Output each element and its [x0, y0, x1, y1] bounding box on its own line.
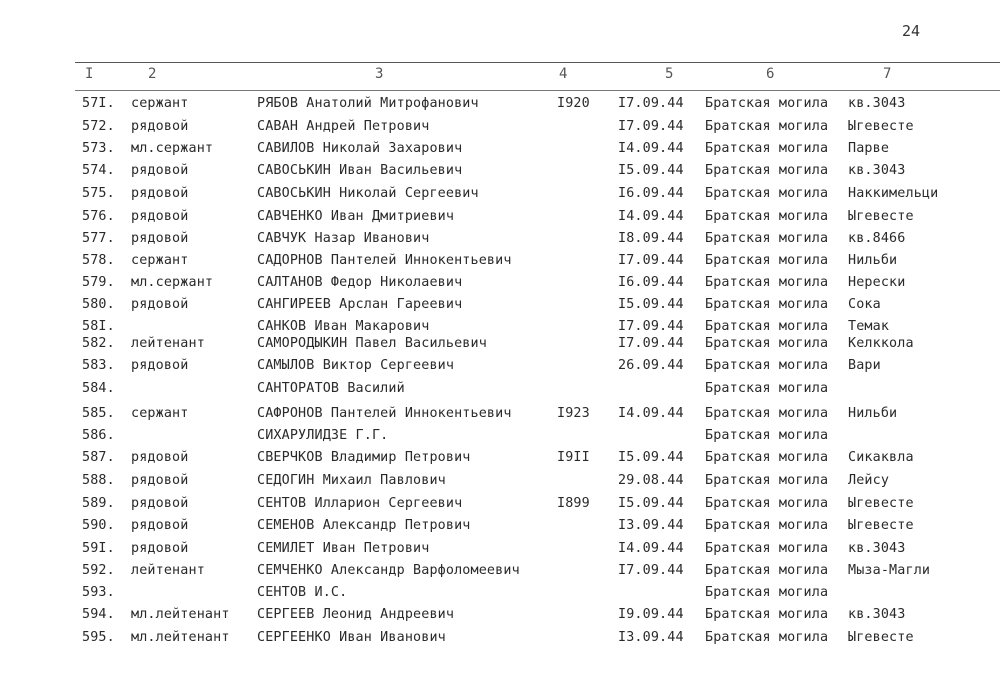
- row-number: 580.: [82, 297, 115, 312]
- row-number: 588.: [82, 473, 115, 488]
- row-burial-place: кв.3043: [848, 163, 906, 178]
- row-death-date: 26.09.44: [618, 358, 684, 373]
- table-row: [0, 297, 1000, 319]
- table-row: [0, 275, 1000, 297]
- column-header-3: 3: [375, 66, 384, 82]
- row-burial-type: Братская могила: [705, 406, 829, 421]
- row-name: СЕРГЕЕНКО Иван Иванович: [257, 630, 446, 645]
- row-death-date: I5.09.44: [618, 496, 684, 511]
- row-name: САНКОВ Иван Макарович: [257, 319, 430, 334]
- row-burial-place: Ыгевесте: [848, 496, 914, 511]
- row-burial-type: Братская могила: [705, 563, 829, 578]
- row-burial-type: Братская могила: [705, 141, 829, 156]
- row-death-date: I7.09.44: [618, 563, 684, 578]
- row-death-date: I7.09.44: [618, 119, 684, 134]
- row-death-date: I8.09.44: [618, 231, 684, 246]
- row-rank: рядовой: [131, 541, 189, 556]
- row-burial-type: Братская могила: [705, 119, 829, 134]
- row-burial-type: Братская могила: [705, 518, 829, 533]
- row-burial-type: Братская могила: [705, 297, 829, 312]
- row-burial-place: Нильби: [848, 406, 898, 421]
- row-rank: рядовой: [131, 186, 189, 201]
- row-burial-place: Сикаквла: [848, 450, 914, 465]
- row-name: САНГИРЕЕВ Арслан Гареевич: [257, 297, 463, 312]
- row-burial-type: Братская могила: [705, 585, 829, 600]
- row-burial-place: Ыгевесте: [848, 209, 914, 224]
- row-burial-place: Темак: [848, 319, 890, 334]
- row-burial-type: Братская могила: [705, 630, 829, 645]
- row-name: САФРОНОВ Пантелей Иннокентьевич: [257, 406, 512, 421]
- row-death-date: I7.09.44: [618, 96, 684, 111]
- row-death-date: I7.09.44: [618, 336, 684, 351]
- row-burial-place: Лейсу: [848, 473, 890, 488]
- row-burial-type: Братская могила: [705, 231, 829, 246]
- row-number: 59I.: [82, 541, 115, 556]
- row-rank: сержант: [131, 96, 189, 111]
- table-row: [0, 253, 1000, 275]
- row-name: СВЕРЧКОВ Владимир Петрович: [257, 450, 471, 465]
- row-name: САВОСЬКИН Николай Сергеевич: [257, 186, 479, 201]
- row-birth-year: I920: [557, 96, 590, 111]
- row-death-date: I6.09.44: [618, 275, 684, 290]
- row-burial-place: кв.3043: [848, 541, 906, 556]
- row-rank: рядовой: [131, 119, 189, 134]
- column-header-row: [0, 66, 1000, 88]
- row-death-date: I3.09.44: [618, 518, 684, 533]
- row-rank: мл.лейтенант: [131, 630, 230, 645]
- row-burial-place: Парве: [848, 141, 890, 156]
- row-burial-type: Братская могила: [705, 381, 829, 396]
- table-row: [0, 231, 1000, 253]
- row-name: САВИЛОВ Николай Захарович: [257, 141, 463, 156]
- row-rank: рядовой: [131, 209, 189, 224]
- table-row: [0, 381, 1000, 403]
- row-burial-place: Келккола: [848, 336, 914, 351]
- row-burial-place: кв.3043: [848, 607, 906, 622]
- row-rank: сержант: [131, 406, 189, 421]
- row-name: СЕНТОВ Илларион Сергеевич: [257, 496, 463, 511]
- row-number: 585.: [82, 406, 115, 421]
- row-name: РЯБОВ Анатолий Митрофанович: [257, 96, 479, 111]
- table-row: [0, 141, 1000, 163]
- row-number: 589.: [82, 496, 115, 511]
- row-name: СЕНТОВ И.С.: [257, 585, 348, 600]
- row-burial-place: Ыгевесте: [848, 630, 914, 645]
- row-burial-type: Братская могила: [705, 473, 829, 488]
- row-burial-type: Братская могила: [705, 428, 829, 443]
- row-death-date: 29.08.44: [618, 473, 684, 488]
- row-number: 57I.: [82, 96, 115, 111]
- table-row: [0, 630, 1000, 652]
- row-name: СЕМЧЕНКО Александр Варфоломеевич: [257, 563, 520, 578]
- row-number: 595.: [82, 630, 115, 645]
- row-burial-place: Наккимельци: [848, 186, 939, 201]
- row-rank: рядовой: [131, 358, 189, 373]
- table-row: [0, 518, 1000, 540]
- row-burial-place: Ыгевесте: [848, 518, 914, 533]
- row-death-date: I5.09.44: [618, 450, 684, 465]
- table-row: [0, 119, 1000, 141]
- table-row: [0, 163, 1000, 185]
- row-rank: рядовой: [131, 163, 189, 178]
- row-name: САНТОРАТОВ Василий: [257, 381, 405, 396]
- column-header-5: 5: [665, 66, 674, 82]
- table-row: [0, 336, 1000, 358]
- row-name: СЕРГЕЕВ Леонид Андреевич: [257, 607, 455, 622]
- row-number: 594.: [82, 607, 115, 622]
- row-name: САВОСЬКИН Иван Васильевич: [257, 163, 463, 178]
- row-death-date: I9.09.44: [618, 607, 684, 622]
- row-burial-place: Вари: [848, 358, 881, 373]
- row-name: СЕМЕНОВ Александр Петрович: [257, 518, 471, 533]
- row-name: САВАН Андрей Петрович: [257, 119, 430, 134]
- row-rank: мл.сержант: [131, 141, 214, 156]
- row-name: СЕДОГИН Михаил Павлович: [257, 473, 446, 488]
- row-name: СЕМИЛЕТ Иван Петрович: [257, 541, 430, 556]
- row-death-date: I4.09.44: [618, 541, 684, 556]
- table-row: [0, 358, 1000, 380]
- table-row: [0, 96, 1000, 118]
- row-birth-year: I899: [557, 496, 590, 511]
- row-rank: лейтенант: [131, 336, 205, 351]
- row-rank: мл.лейтенант: [131, 607, 230, 622]
- row-rank: мл.сержант: [131, 275, 214, 290]
- row-name: САВЧУК Назар Иванович: [257, 231, 430, 246]
- row-burial-type: Братская могила: [705, 541, 829, 556]
- row-burial-type: Братская могила: [705, 496, 829, 511]
- row-rank: рядовой: [131, 496, 189, 511]
- row-burial-type: Братская могила: [705, 607, 829, 622]
- row-name: САМОРОДЫКИН Павел Васильевич: [257, 336, 487, 351]
- table-row: [0, 406, 1000, 428]
- row-birth-year: I923: [557, 406, 590, 421]
- row-burial-type: Братская могила: [705, 253, 829, 268]
- row-number: 587.: [82, 450, 115, 465]
- column-header-6: 6: [766, 66, 775, 82]
- row-name: САЛТАНОВ Федор Николаевич: [257, 275, 463, 290]
- table-row: [0, 209, 1000, 231]
- row-burial-type: Братская могила: [705, 336, 829, 351]
- row-number: 582.: [82, 336, 115, 351]
- row-rank: рядовой: [131, 231, 189, 246]
- column-header-7: 7: [883, 66, 892, 82]
- row-death-date: I5.09.44: [618, 297, 684, 312]
- row-number: 576.: [82, 209, 115, 224]
- row-number: 572.: [82, 119, 115, 134]
- row-burial-place: Мыза-Магли: [848, 563, 931, 578]
- page-number: 24: [902, 22, 921, 40]
- row-burial-place: Нерески: [848, 275, 906, 290]
- header-rule: [75, 90, 1000, 91]
- row-rank: лейтенант: [131, 563, 205, 578]
- row-name: САВЧЕНКО Иван Дмитриевич: [257, 209, 455, 224]
- row-death-date: I3.09.44: [618, 630, 684, 645]
- row-number: 586.: [82, 428, 115, 443]
- row-death-date: I7.09.44: [618, 319, 684, 334]
- table-row: [0, 496, 1000, 518]
- row-number: 592.: [82, 563, 115, 578]
- table-row: [0, 585, 1000, 607]
- row-burial-place: Сока: [848, 297, 881, 312]
- row-burial-type: Братская могила: [705, 358, 829, 373]
- row-burial-type: Братская могила: [705, 319, 829, 334]
- row-number: 583.: [82, 358, 115, 373]
- row-rank: рядовой: [131, 297, 189, 312]
- row-death-date: I4.09.44: [618, 209, 684, 224]
- row-number: 593.: [82, 585, 115, 600]
- row-number: 590.: [82, 518, 115, 533]
- row-burial-type: Братская могила: [705, 163, 829, 178]
- row-number: 579.: [82, 275, 115, 290]
- row-burial-type: Братская могила: [705, 209, 829, 224]
- row-burial-type: Братская могила: [705, 186, 829, 201]
- table-row: [0, 186, 1000, 208]
- table-row: [0, 428, 1000, 450]
- table-row: [0, 473, 1000, 495]
- row-rank: рядовой: [131, 473, 189, 488]
- row-number: 573.: [82, 141, 115, 156]
- row-burial-place: кв.8466: [848, 231, 906, 246]
- row-burial-type: Братская могила: [705, 450, 829, 465]
- row-death-date: I4.09.44: [618, 406, 684, 421]
- row-number: 575.: [82, 186, 115, 201]
- row-death-date: I5.09.44: [618, 163, 684, 178]
- table-row: [0, 607, 1000, 629]
- row-number: 577.: [82, 231, 115, 246]
- column-header-2: 2: [148, 66, 157, 82]
- row-burial-place: Ыгевесте: [848, 119, 914, 134]
- row-number: 58I.: [82, 319, 115, 334]
- row-name: СИХАРУЛИДЗЕ Г.Г.: [257, 428, 389, 443]
- row-name: САМЫЛОВ Виктор Сергеевич: [257, 358, 455, 373]
- row-death-date: I4.09.44: [618, 141, 684, 156]
- row-number: 584.: [82, 381, 115, 396]
- row-burial-type: Братская могила: [705, 275, 829, 290]
- row-burial-type: Братская могила: [705, 96, 829, 111]
- table-row: [0, 450, 1000, 472]
- table-row: [0, 563, 1000, 585]
- table-row: [0, 541, 1000, 563]
- row-death-date: I7.09.44: [618, 253, 684, 268]
- column-header-4: 4: [559, 66, 568, 82]
- row-number: 574.: [82, 163, 115, 178]
- row-rank: рядовой: [131, 518, 189, 533]
- row-burial-place: кв.3043: [848, 96, 906, 111]
- row-birth-year: I9II: [557, 450, 590, 465]
- row-rank: рядовой: [131, 450, 189, 465]
- column-header-1: I: [85, 66, 94, 82]
- row-number: 578.: [82, 253, 115, 268]
- row-rank: сержант: [131, 253, 189, 268]
- row-name: САДОРНОВ Пантелей Иннокентьевич: [257, 253, 512, 268]
- row-death-date: I6.09.44: [618, 186, 684, 201]
- top-rule: [75, 62, 1000, 63]
- row-burial-place: Нильби: [848, 253, 898, 268]
